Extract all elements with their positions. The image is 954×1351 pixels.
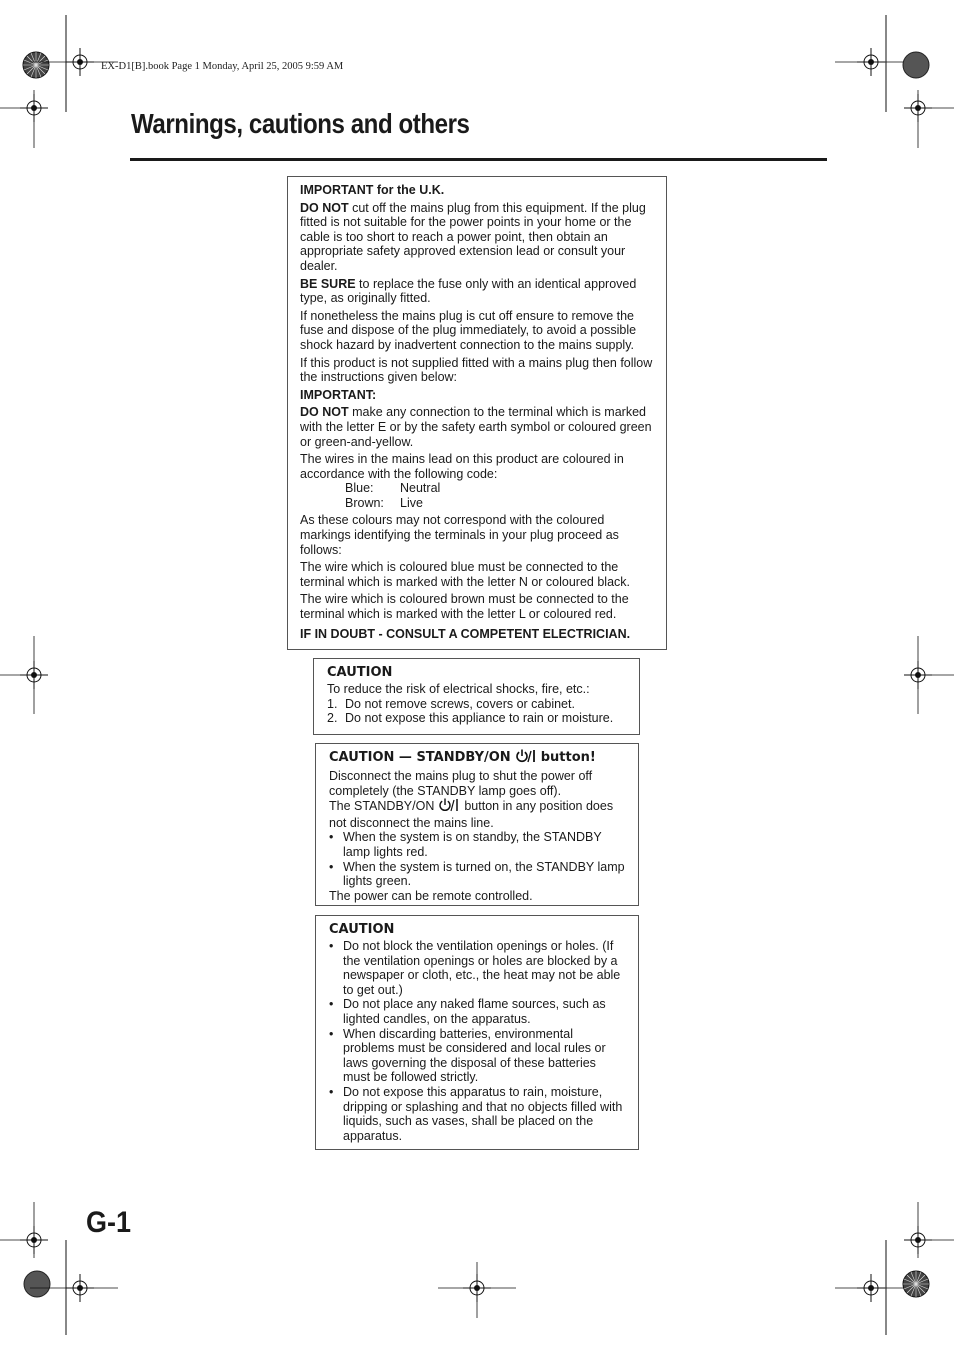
bullet-icon: • [329, 939, 334, 953]
list-text: Do not expose this appliance to rain or moisture. [345, 711, 614, 726]
uk-paragraph [300, 277, 654, 306]
standby-paragraph: Disconnect the mains plug to shut the power off completely (the STANDBY lamp goes off). [329, 769, 593, 798]
paragraph-text: button in any position does not disconnect the mains line. [329, 799, 614, 830]
uk-paragraph: If nonetheless the mains plug is cut off ensure to remove the fuse and dispose of the plug immediately, to avoid a possible shock hazard by inadvertent connection to the mains supply. [300, 308, 637, 352]
list-item [329, 939, 626, 997]
paragraph-text: make any connection to the terminal which is marked with the letter E or by the safety earth symbol or coloured green or green-and-yellow. [300, 405, 652, 449]
uk-important-box [287, 176, 667, 650]
bullet-icon: • [329, 1026, 334, 1041]
uk-paragraph: The wire which is coloured blue must be connected to the terminal which is marked with the letter N or coloured black. [300, 560, 630, 589]
emphasis-label: DO NOT [300, 200, 349, 215]
list-item [327, 697, 627, 712]
important-label: IMPORTANT: [300, 387, 377, 402]
bullet-icon: • [329, 859, 334, 874]
standby-footer: The power can be remote controlled. [329, 888, 533, 903]
list-item [329, 997, 626, 1026]
list-item [329, 1085, 626, 1143]
color-code-meaning: Live [400, 495, 423, 510]
list-number: 2. [327, 711, 338, 726]
uk-paragraph [300, 201, 654, 274]
caution-standby-box [315, 743, 639, 906]
caution-general-box [315, 915, 639, 1150]
page-number: G-1 [86, 1206, 132, 1239]
color-code-color: Brown: [345, 495, 384, 510]
emphasis-label: DO NOT [300, 405, 349, 420]
caution-bullet-list [329, 939, 626, 1143]
list-text: When discarding batteries, environmental problems must be considered and local rules or laws governing the disposal of these batteries must be followed strictly. [343, 1026, 606, 1085]
bullet-icon: • [329, 830, 334, 845]
list-number: 1. [327, 696, 338, 711]
uk-paragraph: As these colours may not correspond with the coloured markings identifying the terminals in your plug proceed as follows: [300, 513, 619, 557]
list-item [329, 830, 626, 859]
color-code-meaning: Neutral [400, 481, 441, 496]
color-code-table [300, 481, 654, 510]
caution-heading: CAUTION [329, 922, 395, 937]
uk-paragraph: The wires in the mains lead on this product are coloured in accordance with the following code: [300, 452, 624, 481]
heading-text: CAUTION — STANDBY/ON [329, 750, 511, 765]
list-text: When the system is turned on, the STANDBY lamp lights green. [343, 859, 625, 889]
color-code-color: Blue: [345, 481, 374, 496]
caution-standby-heading [329, 749, 626, 768]
caution-shock-box [313, 658, 640, 735]
list-text: Do not remove screws, covers or cabinet. [345, 696, 575, 711]
uk-paragraph: If this product is not supplied fitted with a mains plug then follow the instructions given below: [300, 355, 653, 385]
caution-intro: To reduce the risk of electrical shocks, fire, etc.: [327, 682, 590, 696]
list-item [329, 1027, 626, 1085]
bullet-icon: • [329, 1084, 334, 1099]
list-text: Do not expose this apparatus to rain, moisture, dripping or splashing and that no objects filled with liquids, such as vases, shall be placed on the apparatus. [343, 1084, 623, 1143]
uk-paragraph: The wire which is coloured brown must be connected to the terminal which is marked with the letter L or coloured red. [300, 592, 629, 622]
caution-heading: CAUTION [327, 665, 393, 680]
standby-bullet-list [329, 830, 626, 888]
list-text: Do not place any naked flame sources, such as lighted candles, on the apparatus. [343, 997, 606, 1026]
uk-box-heading: IMPORTANT for the U.K. [300, 183, 445, 197]
standby-paragraph [329, 798, 626, 830]
list-text: Do not block the ventilation openings or holes. (If the ventilation openings or holes are blocked by a newspaper or cloth, etc., the heat may not be able to get out.) [343, 939, 621, 997]
title-rule [130, 158, 827, 161]
book-header-info: EX-D1[B].book Page 1 Monday, April 25, 2005 9:59 AM [101, 61, 344, 72]
uk-box-footer: IF IN DOUBT - CONSULT A COMPETENT ELECTRICIAN. [300, 626, 631, 641]
list-item [327, 711, 627, 726]
bullet-icon: • [329, 997, 334, 1012]
paragraph-text: cut off the mains plug from this equipment. If the plug fitted is not suitable for the power points in your home or the cable is too short to reach a power point, then obtain an appropriate safety approved extension lead or consult your dealer. [300, 200, 646, 273]
heading-text: button! [540, 750, 596, 765]
standby-power-icon [515, 749, 537, 768]
emphasis-label: BE SURE [300, 276, 356, 291]
list-item [329, 860, 626, 889]
paragraph-text: to replace the fuse only with an identical approved type, as originally fitted. [300, 276, 637, 306]
uk-paragraph [300, 405, 654, 449]
page-title: Warnings, cautions and others [131, 108, 470, 139]
caution-numbered-list [327, 697, 627, 726]
standby-power-icon [438, 798, 460, 816]
paragraph-text: The STANDBY/ON [329, 799, 435, 814]
list-text: When the system is on standby, the STANDBY lamp lights red. [343, 830, 602, 859]
